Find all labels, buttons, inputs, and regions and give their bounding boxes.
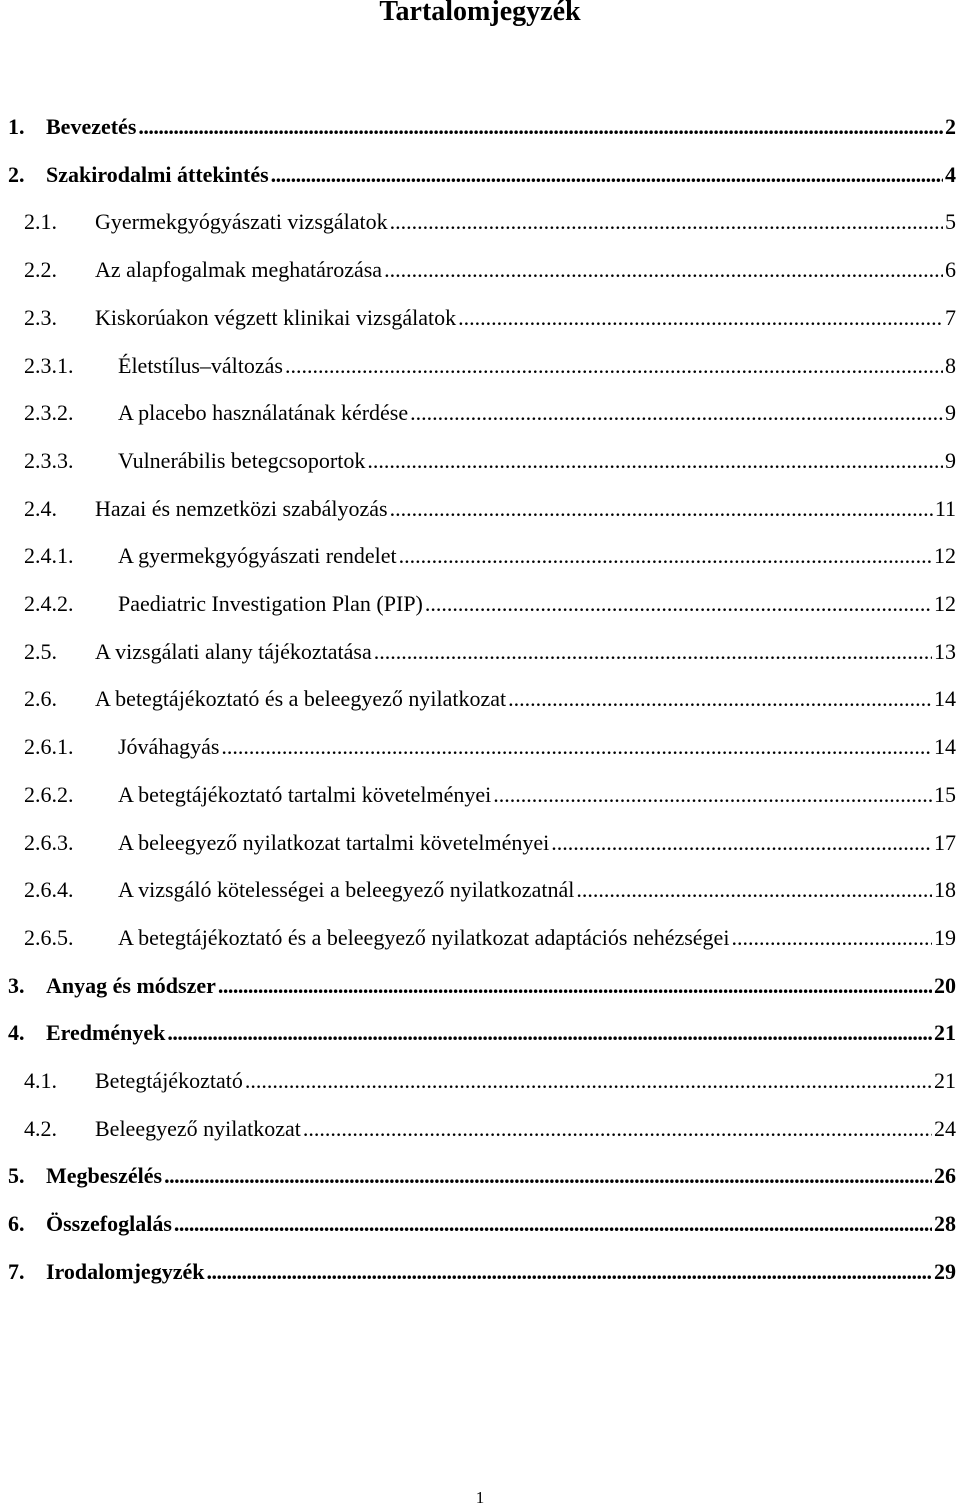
toc-entry-title[interactable]: Szakirodalmi áttekintés (46, 162, 269, 187)
dot-leader (206, 1254, 932, 1290)
toc-entry[interactable] (24, 538, 956, 574)
toc-entry-title[interactable]: Anyag és módszer (46, 973, 216, 998)
toc-entry-title[interactable]: Életstílus–változás (118, 353, 283, 378)
toc-entry-number: 2.4.1. (24, 543, 74, 568)
toc-entry-number: 4.1. (24, 1068, 57, 1093)
dot-leader (303, 1111, 932, 1147)
toc-entry-page[interactable]: 6 (945, 257, 956, 282)
toc-entry-title[interactable]: A placebo használatának kérdése (118, 400, 409, 425)
toc-entry-title[interactable]: Jóváhagyás (118, 734, 220, 759)
toc-entry-title[interactable]: Beleegyező nyilatkozat (95, 1116, 301, 1141)
dot-leader (245, 1063, 932, 1099)
toc-entry[interactable] (24, 1063, 956, 1099)
toc-entry-page[interactable]: 14 (934, 686, 956, 711)
dot-leader (390, 491, 933, 527)
toc-entry-number: 2.3.2. (24, 400, 74, 425)
toc-entry-title[interactable]: A gyermekgyógyászati rendelet (118, 543, 397, 568)
toc-entry[interactable] (24, 586, 956, 622)
dot-leader (384, 252, 943, 288)
toc-entry[interactable] (24, 1111, 956, 1147)
dot-leader (138, 109, 943, 145)
toc-entry-number: 2.6.4. (24, 877, 74, 902)
dot-leader (271, 157, 943, 193)
toc-entry-page[interactable]: 2 (945, 114, 956, 139)
toc-entry-title[interactable]: Paediatric Investigation Plan (PIP) (118, 591, 423, 616)
toc-entry-number: 2.5. (24, 639, 57, 664)
toc-entry-page[interactable]: 20 (934, 973, 956, 998)
toc-entry-page[interactable]: 13 (934, 639, 956, 664)
toc-entry-page[interactable]: 15 (934, 782, 956, 807)
toc-entry-title[interactable]: Betegtájékoztató (95, 1068, 243, 1093)
toc-entry-number: 3. (8, 973, 25, 998)
toc-entry-number: 2.6.1. (24, 734, 74, 759)
toc-entry-page[interactable]: 12 (934, 591, 956, 616)
dot-leader (493, 777, 932, 813)
dot-leader (551, 825, 932, 861)
toc-entry-title[interactable]: Hazai és nemzetközi szabályozás (95, 496, 388, 521)
toc-entry[interactable] (24, 491, 956, 527)
toc-entry-title[interactable]: Kiskorúakon végzett klinikai vizsgálatok (95, 305, 457, 330)
dot-leader (167, 1015, 932, 1051)
dot-leader (731, 920, 932, 956)
toc-entry-title[interactable]: A beleegyező nyilatkozat tartalmi követelményei (118, 830, 550, 855)
toc-entry-page[interactable]: 9 (945, 400, 956, 425)
toc-entry-title[interactable]: Eredmények (46, 1020, 166, 1045)
toc-entry-page[interactable]: 9 (945, 448, 956, 473)
toc-entry[interactable] (24, 348, 956, 384)
toc-entry-page[interactable]: 21 (934, 1068, 956, 1093)
toc-entry-number: 2. (8, 162, 25, 187)
toc-entry-page[interactable]: 7 (945, 305, 956, 330)
page-title: Tartalomjegyzék (379, 0, 581, 27)
toc-entry-number: 2.3.3. (24, 448, 74, 473)
toc-entry-number: 4.2. (24, 1116, 57, 1141)
toc-entry-title[interactable]: A vizsgálati alany tájékoztatása (95, 639, 372, 664)
page-number: 1 (475, 1488, 485, 1507)
toc-entry-page[interactable]: 5 (945, 209, 956, 234)
dot-leader (399, 538, 932, 574)
toc-entry-page[interactable]: 24 (934, 1116, 956, 1141)
toc-entry-title[interactable]: A betegtájékoztató és a beleegyező nyilatkozat (95, 686, 507, 711)
toc-entry-title[interactable]: Az alapfogalmak meghatározása (95, 257, 383, 282)
toc-entry[interactable] (8, 1254, 956, 1290)
toc-entry-page[interactable]: 11 (934, 496, 956, 521)
toc-entry[interactable] (24, 729, 956, 765)
toc-entry[interactable] (24, 920, 956, 956)
dot-leader (174, 1206, 932, 1242)
toc-entry-title[interactable]: A betegtájékoztató és a beleegyező nyilatkozat adaptációs nehézségei (118, 925, 730, 950)
toc-entry[interactable] (24, 252, 956, 288)
toc-entry-number: 5. (8, 1163, 25, 1188)
toc-entry[interactable] (24, 204, 956, 240)
toc-entry-title[interactable]: A betegtájékoztató tartalmi követelményei (118, 782, 492, 807)
dot-leader (458, 300, 943, 336)
toc-entry-page[interactable]: 18 (934, 877, 956, 902)
toc-entry-page[interactable]: 17 (934, 830, 956, 855)
toc-entry-number: 2.3. (24, 305, 57, 330)
toc-entry[interactable] (24, 681, 956, 717)
toc-entry-title[interactable]: Megbeszélés (46, 1163, 163, 1188)
toc-entry-page[interactable]: 28 (934, 1211, 956, 1236)
toc-entry-number: 1. (8, 114, 25, 139)
toc-entry-number: 2.6.5. (24, 925, 74, 950)
toc-entry[interactable] (8, 1015, 956, 1051)
dot-leader (218, 968, 932, 1004)
toc-entry-title[interactable]: Összefoglalás (46, 1211, 172, 1236)
toc-entry-page[interactable]: 26 (934, 1163, 956, 1188)
toc-entry-number: 2.4. (24, 496, 57, 521)
dot-leader (285, 348, 943, 384)
toc-entry[interactable] (24, 395, 956, 431)
toc-entry-title[interactable]: Gyermekgyógyászati vizsgálatok (95, 209, 388, 234)
toc-entry-number: 2.4.2. (24, 591, 74, 616)
toc-entry-page[interactable]: 29 (934, 1259, 956, 1284)
dot-leader (425, 586, 932, 622)
toc-entry[interactable] (8, 1206, 956, 1242)
dot-leader (576, 872, 932, 908)
toc-entry[interactable] (24, 300, 956, 336)
dot-leader (508, 681, 932, 717)
toc-entry[interactable] (24, 872, 956, 908)
toc-entry[interactable] (8, 109, 956, 145)
dot-leader (367, 443, 943, 479)
dot-leader (410, 395, 943, 431)
dot-leader (164, 1158, 932, 1194)
toc-entry-number: 4. (8, 1020, 25, 1045)
toc-entry[interactable] (8, 1158, 956, 1194)
toc-entry-title[interactable]: Vulnerábilis betegcsoportok (118, 448, 366, 473)
toc-entry-page[interactable]: 8 (945, 353, 956, 378)
toc-entry-number: 2.6.2. (24, 782, 74, 807)
toc-entry[interactable] (24, 443, 956, 479)
dot-leader (221, 729, 932, 765)
dot-leader (374, 634, 932, 670)
toc-entry-page[interactable]: 14 (934, 734, 956, 759)
toc-entry[interactable] (8, 968, 956, 1004)
toc-entry-number: 2.3.1. (24, 353, 74, 378)
toc-entry-title[interactable]: Irodalomjegyzék (46, 1259, 205, 1284)
toc-entry-number: 2.6.3. (24, 830, 74, 855)
toc-entry-title[interactable]: A vizsgáló kötelességei a beleegyező nyilatkozatnál (118, 877, 575, 902)
toc-entry-page[interactable]: 4 (945, 162, 956, 187)
toc-entry-title[interactable]: Bevezetés (46, 114, 137, 139)
toc-entry[interactable] (24, 777, 956, 813)
toc-entry[interactable] (24, 825, 956, 861)
toc-entry[interactable] (8, 157, 956, 193)
toc-entry-number: 2.1. (24, 209, 57, 234)
dot-leader (390, 204, 943, 240)
toc-entry-page[interactable]: 21 (934, 1020, 956, 1045)
toc-entry-number: 2.2. (24, 257, 57, 282)
toc-entry-page[interactable]: 19 (934, 925, 956, 950)
toc-entry-page[interactable]: 12 (934, 543, 956, 568)
toc-entry[interactable] (24, 634, 956, 670)
toc-entry-number: 6. (8, 1211, 25, 1236)
toc-entry-number: 7. (8, 1259, 25, 1284)
toc-entry-number: 2.6. (24, 686, 57, 711)
